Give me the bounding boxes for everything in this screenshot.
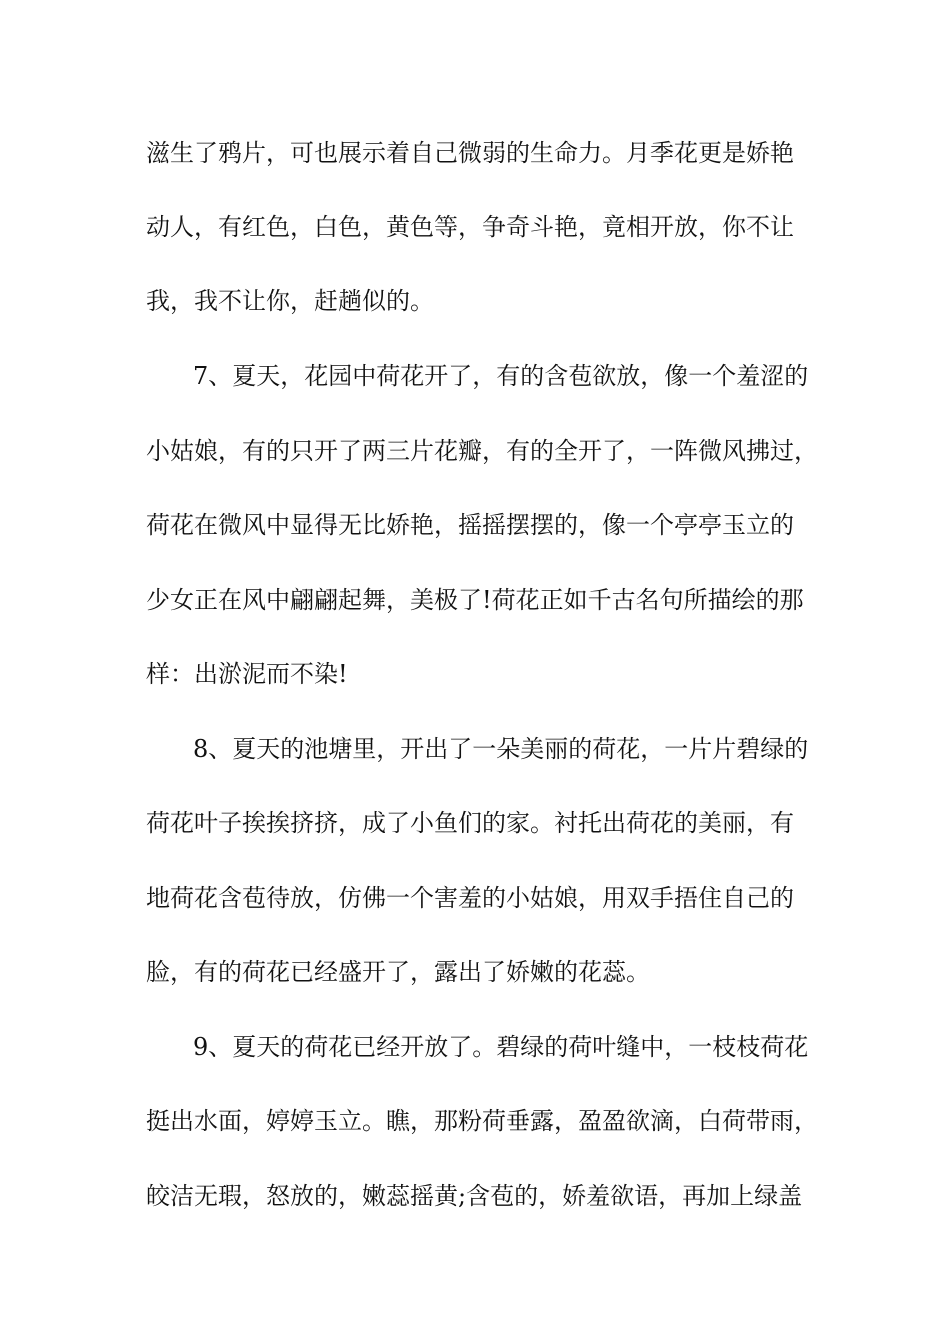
- text-line-7: 少女正在风中翩翩起舞，美极了!荷花正如千古名句所描绘的那: [146, 586, 804, 614]
- text-line-8: 样：出淤泥而不染!: [146, 660, 348, 688]
- text-line-3: 我，我不让你，赶趟似的。: [146, 287, 434, 315]
- text-line-6: 荷花在微风中显得无比娇艳，摇摇摆摆的，像一个亭亭玉立的: [146, 511, 794, 539]
- paragraph-7-start: 7、夏天，花园中荷花开了，有的含苞欲放，像一个羞涩的: [193, 362, 809, 390]
- text-line-1: 滋生了鸦片，可也展示着自己微弱的生命力。月季花更是娇艳: [146, 139, 794, 167]
- text-line-2: 动人，有红色，白色，黄色等，争奇斗艳，竟相开放，你不让: [146, 213, 794, 241]
- text-line-11: 地荷花含苞待放，仿佛一个害羞的小姑娘，用双手捂住自己的: [146, 884, 794, 912]
- text-line-12: 脸，有的荷花已经盛开了，露出了娇嫩的花蕊。: [146, 958, 650, 986]
- paragraph-8-start: 8、夏天的池塘里，开出了一朵美丽的荷花，一片片碧绿的: [193, 735, 809, 763]
- text-line-5: 小姑娘，有的只开了两三片花瓣，有的全开了，一阵微风拂过，: [146, 437, 818, 465]
- paragraph-9-start: 9、夏天的荷花已经开放了。碧绿的荷叶缝中，一枝枝荷花: [193, 1033, 809, 1061]
- text-line-10: 荷花叶子挨挨挤挤，成了小鱼们的家。衬托出荷花的美丽，有: [146, 809, 794, 837]
- text-line-14: 挺出水面，婷婷玉立。瞧，那粉荷垂露，盈盈欲滴，白荷带雨，: [146, 1107, 818, 1135]
- text-line-15: 皎洁无瑕，怒放的，嫩蕊摇黄;含苞的，娇羞欲语，再加上绿盖: [146, 1182, 803, 1210]
